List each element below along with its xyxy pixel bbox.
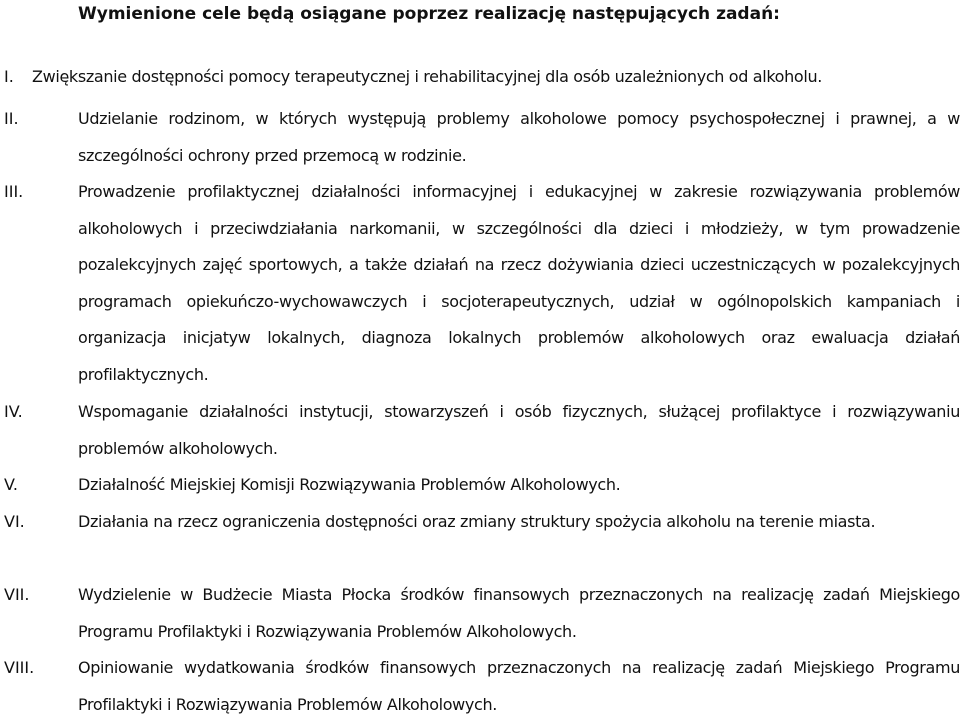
list-item-8: [0, 650, 960, 723]
section-heading: Wymienione cele będą osiągane poprzez realizację następujących zadań:: [78, 4, 780, 24]
item-number-4: IV.: [4, 402, 23, 421]
item-text-6: Działania na rzecz ograniczenia dostępności oraz zmiany struktury spożycia alkoholu na terenie miasta.: [78, 512, 876, 531]
item-number-8: VIII.: [4, 658, 35, 677]
list-item-2: [0, 101, 960, 174]
item-number-6: VI.: [4, 512, 25, 531]
item-text-5: Działalność Miejskiej Komisji Rozwiązywania Problemów Alkoholowych.: [78, 475, 621, 494]
item-number-5: V.: [4, 475, 18, 494]
item-text-7: Wydzielenie w Budżecie Miasta Płocka środków finansowych przeznaczonych na realizację zadań Miejskiego Programu Profilaktyki i Rozwiązywania Problemów Alkoholowych.: [78, 585, 960, 641]
item-text-4: Wspomaganie działalności instytucji, stowarzyszeń i osób fizycznych, służącej profilaktyce i rozwiązywaniu problemów alkoholowych.: [78, 402, 960, 458]
list-item-6: [0, 504, 960, 541]
list-item-5: [0, 467, 960, 504]
item-number-2: II.: [4, 109, 19, 128]
list-item-3: [0, 174, 960, 393]
item-number-7: VII.: [4, 585, 30, 604]
list-item-7: [0, 577, 960, 650]
item-number-3: III.: [4, 182, 24, 201]
item-text-3: Prowadzenie profilaktycznej działalności informacyjnej i edukacyjnej w zakresie rozwiązywania problemów alkoholowych i przeciwdziałania narkomanii, w szczególności dla dzieci i młodzieży, w tym prowadzenie pozalekcyjnych zajęć sportowych, a także działań na rzecz dożywiania dzieci uczestniczących w pozalekcyjnych programach opiekuńczo-wychowawczych i socjoterapeutycznych, udział w ogólnopolskich kampaniach i organizacja inicjatyw lokalnych, diagnoza lokalnych problemów alkoholowych oraz ewaluacja działań profilaktycznych.: [78, 182, 960, 384]
item-number-1: I.: [4, 67, 14, 86]
item-text-1: Zwiększanie dostępności pomocy terapeutycznej i rehabilitacyjnej dla osób uzależnionych od alkoholu.: [32, 67, 822, 86]
item-text-8: Opiniowanie wydatkowania środków finansowych przeznaczonych na realizację zadań Miejskiego Programu Profilaktyki i Rozwiązywania Problemów Alkoholowych.: [78, 658, 960, 714]
list-item-1: [0, 59, 960, 96]
item-text-2: Udzielanie rodzinom, w których występują problemy alkoholowe pomocy psychospołecznej i prawnej, a w szczególności ochrony przed przemocą w rodzinie.: [78, 109, 960, 165]
list-item-4: [0, 394, 960, 467]
